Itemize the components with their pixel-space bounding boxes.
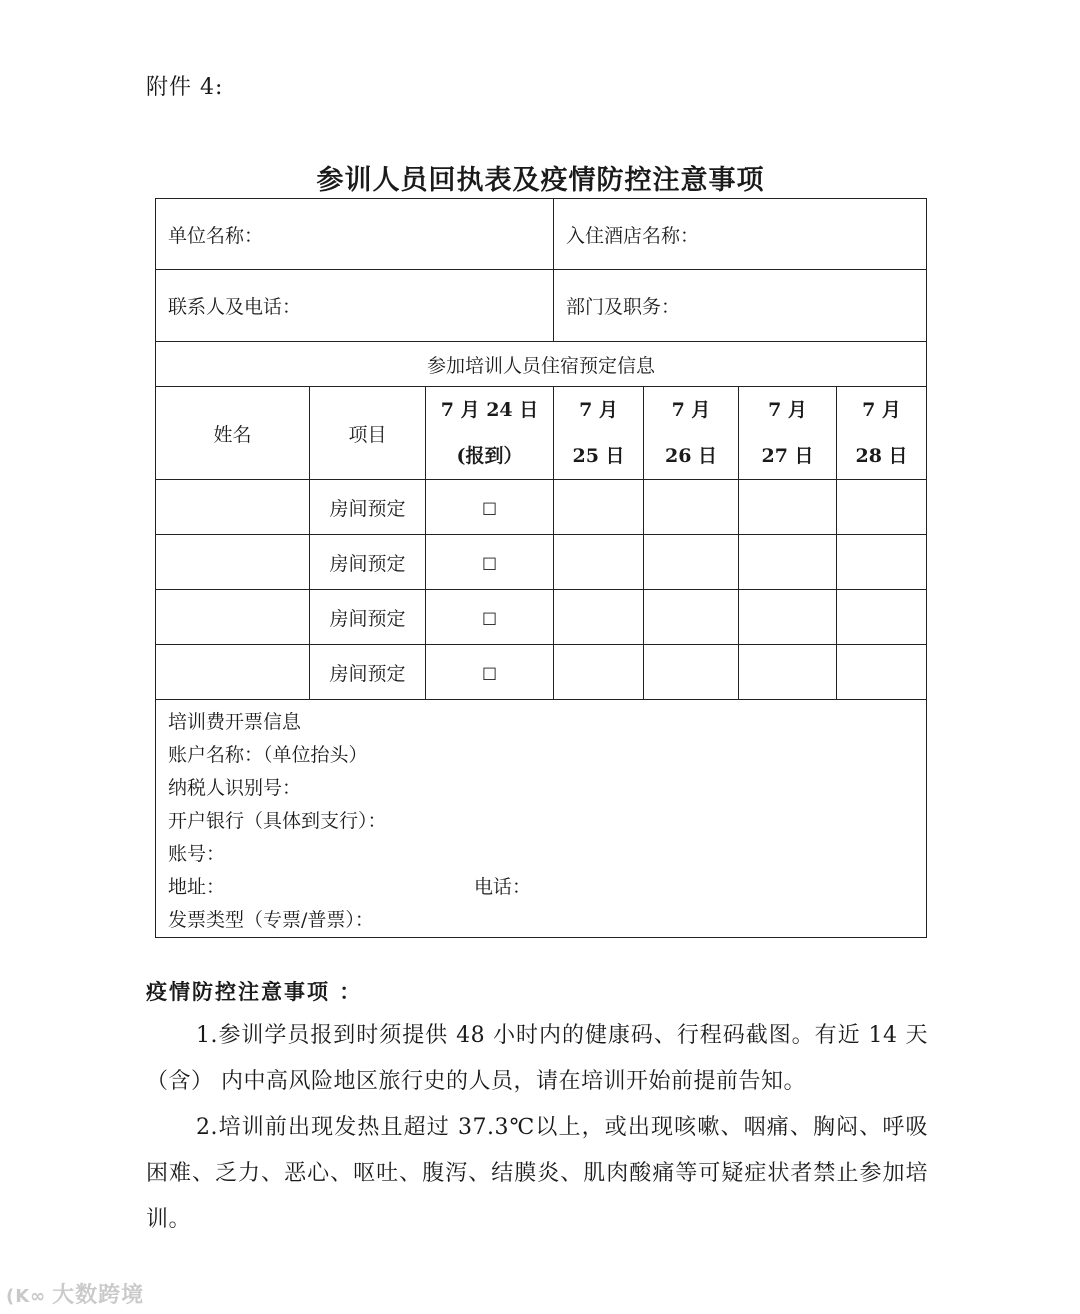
header-day-month: 7 月 xyxy=(768,399,807,421)
day-cell[interactable] xyxy=(554,480,644,535)
department-field[interactable] xyxy=(554,270,927,342)
name-cell[interactable] xyxy=(156,480,310,535)
item-cell: 房间预定 xyxy=(310,645,426,700)
phone-field[interactable]: 电话： xyxy=(474,876,532,898)
table-row xyxy=(156,645,927,700)
day-cell[interactable] xyxy=(554,590,644,645)
header-day-month: 7 月 xyxy=(579,399,618,421)
notes-title: 疫情防控注意事项 ： xyxy=(146,979,363,1004)
day-cell[interactable] xyxy=(739,535,837,590)
taxpayer-id-field[interactable]: 纳税人识别号： xyxy=(168,777,302,799)
registration-form-table xyxy=(155,198,927,938)
room-checkbox[interactable]: □ xyxy=(426,480,554,535)
billing-heading: 培训费开票信息 xyxy=(168,711,302,733)
header-day-date: 26 日 xyxy=(664,445,718,467)
day-cell[interactable] xyxy=(644,535,739,590)
bank-field[interactable]: 开户银行（具体到支行）： xyxy=(168,810,387,832)
header-day-24-note: (报到） xyxy=(456,445,523,467)
note-item-1 xyxy=(146,1013,928,1105)
invoice-type-field[interactable]: 发票类型（专票/普票）： xyxy=(168,909,374,931)
day-cell[interactable] xyxy=(837,590,927,645)
day-cell[interactable] xyxy=(554,535,644,590)
header-day-month: 7 月 xyxy=(862,399,901,421)
item-cell: 房间预定 xyxy=(310,590,426,645)
page-title: 参训人员回执表及疫情防控注意事项 xyxy=(316,165,765,196)
header-day-25 xyxy=(554,387,644,480)
address-phone-row xyxy=(168,871,926,904)
note-item-1-text: 1.参训学员报到时须提供 48 小时内的健康码、行程码截图。有近 14 天（含） 内中高风险地区旅行史的人员，请在培训开始前提前告知。 xyxy=(146,1023,928,1094)
hotel-name-field[interactable] xyxy=(554,199,927,270)
header-day-date: 27 日 xyxy=(761,445,814,467)
header-day-date: 28 日 xyxy=(855,445,908,467)
section-title: 参加培训人员住宿预定信息 xyxy=(156,342,927,387)
day-cell[interactable] xyxy=(739,480,837,535)
day-cell[interactable] xyxy=(644,645,739,700)
day-cell[interactable] xyxy=(644,590,739,645)
address-field[interactable]: 地址： xyxy=(168,876,226,898)
account-no-field[interactable]: 账号： xyxy=(168,843,226,865)
note-item-2-text: 2.培训前出现发热且超过 37.3℃以上，或出现咳嗽、咽痛、胸闷、呼吸困难、乏力、恶心、呕吐、腹泻、结膜炎、肌肉酸痛等可疑症状者禁止参加培训。 xyxy=(146,1115,928,1232)
department-label: 部门及职务： xyxy=(566,296,681,318)
header-day-date: 25 日 xyxy=(572,445,625,467)
watermark xyxy=(6,1278,144,1309)
item-cell: 房间预定 xyxy=(310,535,426,590)
item-cell: 房间预定 xyxy=(310,480,426,535)
header-day-month: 7 月 xyxy=(671,399,711,421)
room-checkbox[interactable]: □ xyxy=(426,535,554,590)
table-row xyxy=(156,480,927,535)
name-cell[interactable] xyxy=(156,645,310,700)
watermark-logo-icon: (K∞ xyxy=(6,1286,47,1307)
note-item-2 xyxy=(146,1105,928,1243)
table-row xyxy=(156,590,927,645)
header-day-27 xyxy=(739,387,837,480)
day-cell[interactable] xyxy=(739,590,837,645)
unit-name-label: 单位名称： xyxy=(168,224,264,247)
day-cell[interactable] xyxy=(554,645,644,700)
day-cell[interactable] xyxy=(837,645,927,700)
header-day-24-date: 7 月 24 日 xyxy=(440,399,539,421)
header-day-28 xyxy=(837,387,927,480)
attachment-label: 附件 4: xyxy=(146,75,224,100)
header-day-26 xyxy=(644,387,739,480)
unit-name-field[interactable] xyxy=(156,199,554,270)
room-checkbox[interactable]: □ xyxy=(426,590,554,645)
hotel-name-label: 入住酒店名称： xyxy=(566,224,700,247)
account-name-field[interactable]: 账户名称：（单位抬头） xyxy=(168,744,368,766)
day-cell[interactable] xyxy=(837,535,927,590)
room-checkbox[interactable]: □ xyxy=(426,645,554,700)
header-day-24 xyxy=(426,387,554,480)
day-cell[interactable] xyxy=(644,480,739,535)
contact-field[interactable] xyxy=(156,270,554,342)
day-cell[interactable] xyxy=(837,480,927,535)
name-cell[interactable] xyxy=(156,590,310,645)
contact-label: 联系人及电话： xyxy=(168,296,302,318)
header-item: 项目 xyxy=(310,387,426,480)
watermark-text: 大数跨境 xyxy=(52,1283,145,1308)
header-name: 姓名 xyxy=(156,387,310,480)
table-row xyxy=(156,535,927,590)
name-cell[interactable] xyxy=(156,535,310,590)
day-cell[interactable] xyxy=(739,645,837,700)
billing-info xyxy=(156,700,927,938)
